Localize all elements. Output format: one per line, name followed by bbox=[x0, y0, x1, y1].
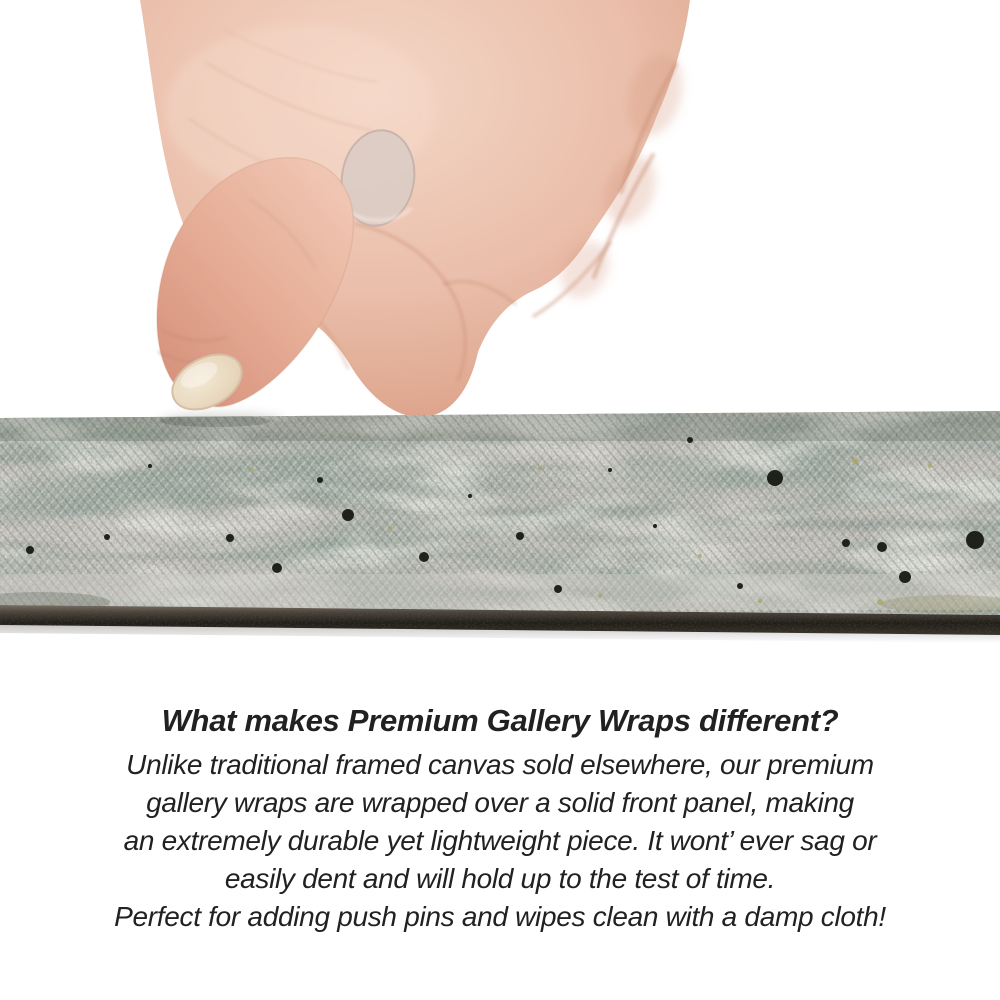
canvas-edge-strip bbox=[0, 406, 1000, 646]
body-line-3: an extremely durable yet lightweight piece. It wont’ ever sag or bbox=[123, 825, 877, 856]
body-line-4: easily dent and will hold up to the test of time. bbox=[224, 863, 776, 894]
body-line-1: Unlike traditional framed canvas sold elsewhere, our premium bbox=[126, 749, 874, 780]
body-line-2: gallery wraps are wrapped over a solid front panel, making bbox=[146, 787, 854, 818]
marketing-copy bbox=[30, 701, 970, 936]
canvas-texture bbox=[0, 406, 1000, 646]
hand-pressing-canvas-photo bbox=[0, 0, 1000, 436]
body-line-5: Perfect for adding push pins and wipes clean with a damp cloth! bbox=[114, 901, 886, 932]
headline: What makes Premium Gallery Wraps different? bbox=[161, 703, 839, 738]
thumb-shadow-on-canvas bbox=[160, 415, 270, 427]
